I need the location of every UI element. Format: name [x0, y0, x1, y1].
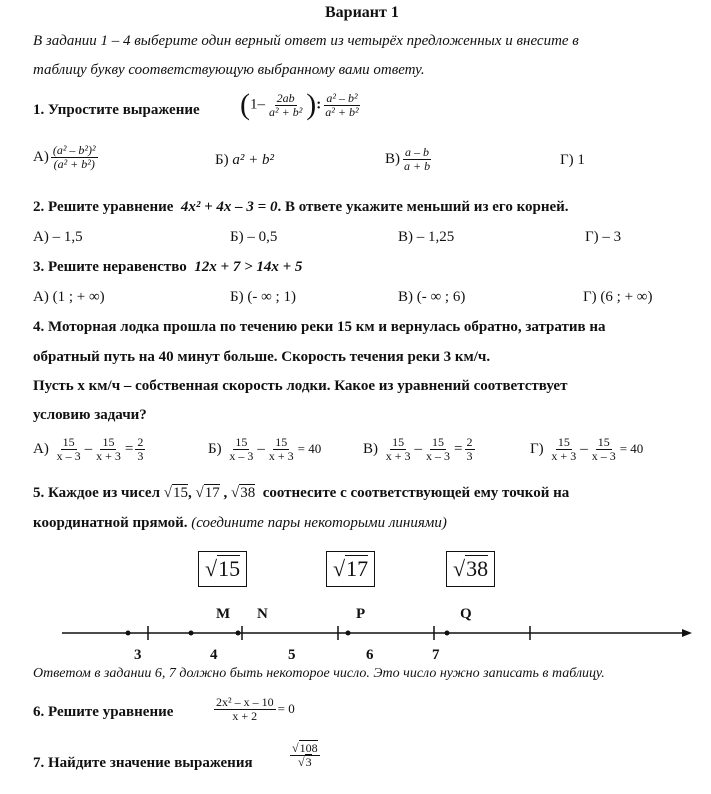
answer-note: Ответом в задании 6, 7 должно быть некоторое число. Это число нужно записать в таблицу. — [33, 666, 605, 681]
q6-label: 6. Решите уравнение — [33, 704, 174, 720]
intro-line-1: В задании 1 – 4 выберите один верный ответ из четырёх предложенных и внесите в — [33, 33, 579, 49]
q5-line-2: координатной прямой. (соедините пары некоторыми линиями) — [33, 515, 447, 531]
q4-answer-b: Б) $\frac{15}{x - 3}$ – $\frac{15}{x + 3}$ = 40 — [208, 435, 322, 463]
q4-line-3: Пусть х км/ч – собственная скорость лодки. Какое из уравнений соответствует — [33, 378, 568, 394]
q4-answer-d: Г) $\frac{15}{x + 3}$ – $\frac{15}{x - 3}$ = 40 — [530, 435, 644, 463]
q3-answer-c: В) (- ∞ ; 6) — [398, 289, 466, 305]
intro-line-2: таблицу букву соответствующую выбранному вами ответу. — [33, 62, 425, 78]
point-dot-q — [445, 631, 450, 636]
number-line-arrow — [682, 629, 692, 637]
point-label-p: P — [356, 606, 366, 622]
q5-line-1: 5. Каждое из чисел √15, √17 , √38 соотнесите с соответствующей ему точкой на — [33, 485, 570, 501]
tick-label-3: 3 — [134, 647, 142, 663]
point-label-n: N — [257, 606, 268, 622]
tick-label-4: 4 — [210, 647, 218, 663]
tick-label-5: 5 — [288, 647, 296, 663]
q1-expression: (1– $\frac{2ab}{\text{a² + b²}}$ ): $\frac{\text{a² – b²}}{\text{a² + b²}}$ — [240, 88, 359, 121]
q2-answer-a: А) – 1,5 — [33, 229, 83, 245]
q2-question: 2. Решите уравнение 4x² + 4x – 3 = 0. В ответе укажите меньший из его корней. — [33, 199, 569, 215]
q7-label: 7. Найдите значение выражения — [33, 755, 253, 771]
page-title: Вариант 1 — [325, 4, 399, 21]
point-dot-1 — [126, 631, 131, 636]
q1-answer-b: Б) a² + b² — [215, 152, 274, 168]
q6-equation: $\frac{\text{2x² – x – 10}}{x + 2}$ = 0 — [216, 695, 295, 723]
q7-expression: $\frac{√108}{√3}$ — [292, 741, 318, 769]
q1-label: 1. Упростите выражение — [33, 102, 200, 118]
point-dot-m — [236, 631, 241, 636]
q4-line-1: 4. Моторная лодка прошла по течению реки 15 км и вернулась обратно, затратив на — [33, 319, 606, 335]
sqrt15-box: √15 — [198, 551, 247, 587]
q2-answer-c: В) – 1,25 — [398, 229, 455, 245]
q4-line-2: обратный путь на 40 минут больше. Скорость течения реки 3 км/ч. — [33, 349, 491, 365]
tick-label-6: 6 — [366, 647, 374, 663]
q2-answer-d: Г) – 3 — [585, 229, 622, 245]
q3-question: 3. Решите неравенство 12x + 7 > 14x + 5 — [33, 259, 303, 275]
q3-answer-d: Г) (6 ; + ∞) — [583, 289, 653, 305]
q2-answer-b: Б) – 0,5 — [230, 229, 278, 245]
q3-answer-b: Б) (- ∞ ; 1) — [230, 289, 296, 305]
q4-answer-c: В) $\frac{15}{x + 3}$ – $\frac{15}{x - 3}$ = $\frac{2}{3}$ — [363, 435, 473, 463]
q4-answer-a: А) $\frac{15}{x - 3}$ – $\frac{15}{x + 3}$ = $\frac{2}{3}$ — [33, 435, 144, 463]
sqrt17-box: √17 — [326, 551, 375, 587]
point-dot-p — [346, 631, 351, 636]
point-dot-2 — [189, 631, 194, 636]
sqrt38-box: √38 — [446, 551, 495, 587]
point-label-m: M — [216, 606, 231, 622]
q1-answer-a: А) $\frac{\text{(a² – b²)²}}{\text{(a² + b²)}}$ — [33, 143, 96, 171]
q3-answer-a: А) (1 ; + ∞) — [33, 289, 105, 305]
q4-line-4: условию задачи? — [33, 407, 147, 423]
q1-answer-c: В) $\frac{a - b}{a + b}$ — [385, 145, 431, 173]
q1-answer-d: Г) 1 — [560, 152, 585, 168]
tick-label-7: 7 — [432, 647, 440, 663]
point-label-q: Q — [460, 606, 472, 622]
